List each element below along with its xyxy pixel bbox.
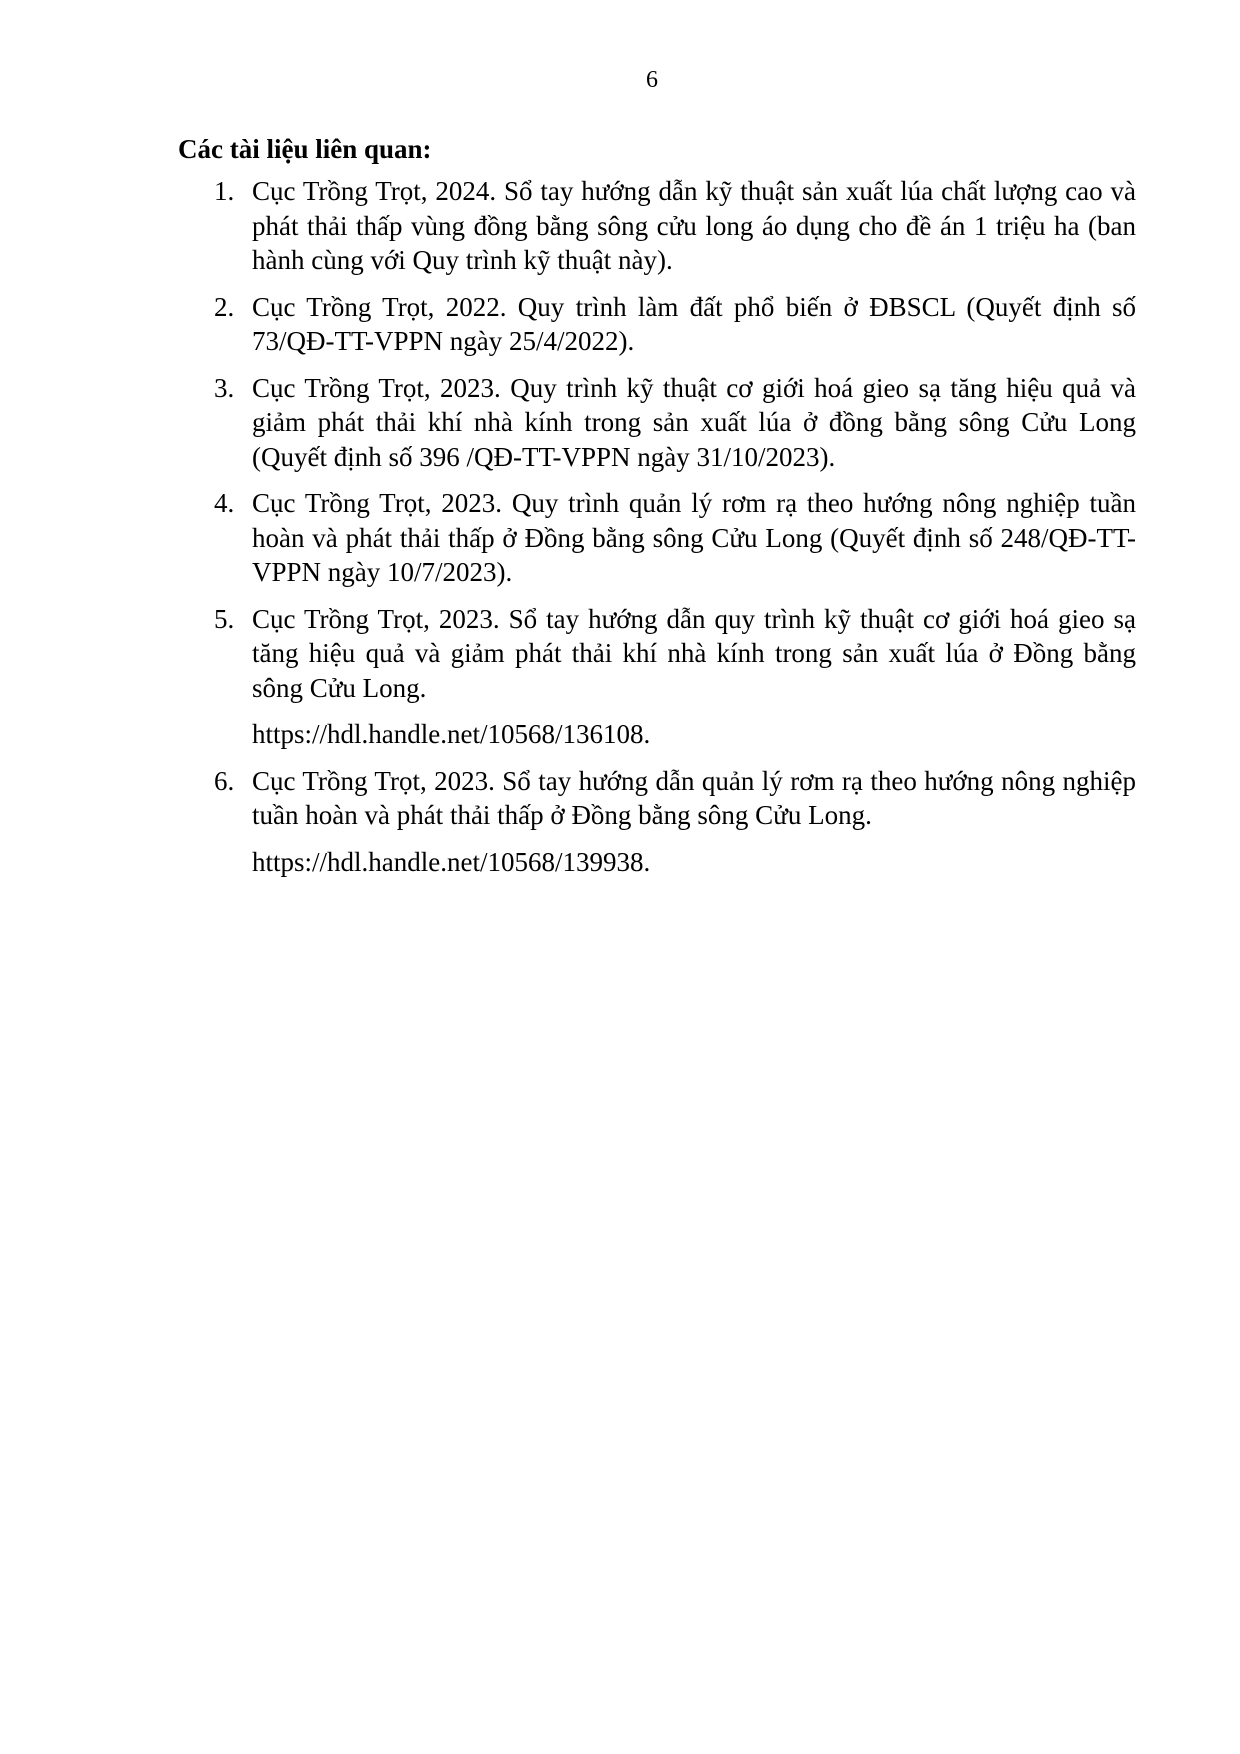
page-number: 6 <box>646 67 658 93</box>
reference-number: 5. <box>214 603 235 634</box>
reference-number: 3. <box>214 372 235 403</box>
reference-text: Cục Trồng Trọt, 2024. Sổ tay hướng dẫn kỹ thuật sản xuất lúa chất lượng cao và phát thải thấp vùng đồng bằng sông cửu long áo dụng cho đề án 1 triệu ha (ban hành cùng với Quy trình kỹ thuật này). <box>252 176 1136 275</box>
reference-item-1 <box>178 174 1136 278</box>
reference-item-4 <box>178 486 1136 590</box>
reference-number: 1. <box>214 176 235 206</box>
reference-number: 2. <box>214 291 235 322</box>
reference-item-5 <box>178 602 1136 752</box>
reference-list <box>178 174 1136 879</box>
reference-number: 6. <box>214 765 235 796</box>
reference-number: 4. <box>214 488 235 518</box>
reference-text: Cục Trồng Trọt, 2023. Sổ tay hướng dẫn quy trình kỹ thuật cơ giới hoá gieo sạ tăng hiệu quả và giảm phát thải khí nhà kính trong sản xuất lúa ở Đồng bằng sông Cửu Long. <box>252 603 1136 703</box>
reference-item-2 <box>178 290 1136 359</box>
reference-link[interactable]: https://hdl.handle.net/10568/139938. <box>252 846 651 877</box>
references-section <box>178 132 1136 891</box>
reference-text: Cục Trồng Trọt, 2023. Sổ tay hướng dẫn quản lý rơm rạ theo hướng nông nghiệp tuần hoàn và phát thải thấp ở Đồng bằng sông Cửu Long. <box>252 765 1136 830</box>
section-title: Các tài liệu liên quan: <box>178 134 432 164</box>
reference-item-6 <box>178 764 1136 880</box>
reference-text: Cục Trồng Trọt, 2023. Quy trình kỹ thuật cơ giới hoá gieo sạ tăng hiệu quả và giảm phát thải khí nhà kính trong sản xuất lúa ở đồng bằng sông Cửu Long (Quyết định số 396 /QĐ-TT-VPPN ngày 31/10/2023). <box>252 372 1136 472</box>
reference-item-3 <box>178 371 1136 475</box>
reference-link[interactable]: https://hdl.handle.net/10568/136108. <box>252 719 651 749</box>
reference-text: Cục Trồng Trọt, 2023. Quy trình quản lý rơm rạ theo hướng nông nghiệp tuần hoàn và phát thải thấp ở Đồng bằng sông Cửu Long (Quyết định số 248/QĐ-TT-VPPN ngày 10/7/2023). <box>252 488 1136 587</box>
reference-text: Cục Trồng Trọt, 2022. Quy trình làm đất phổ biến ở ĐBSCL (Quyết định số 73/QĐ-TT-VPPN ngày 25/4/2022). <box>252 291 1136 356</box>
